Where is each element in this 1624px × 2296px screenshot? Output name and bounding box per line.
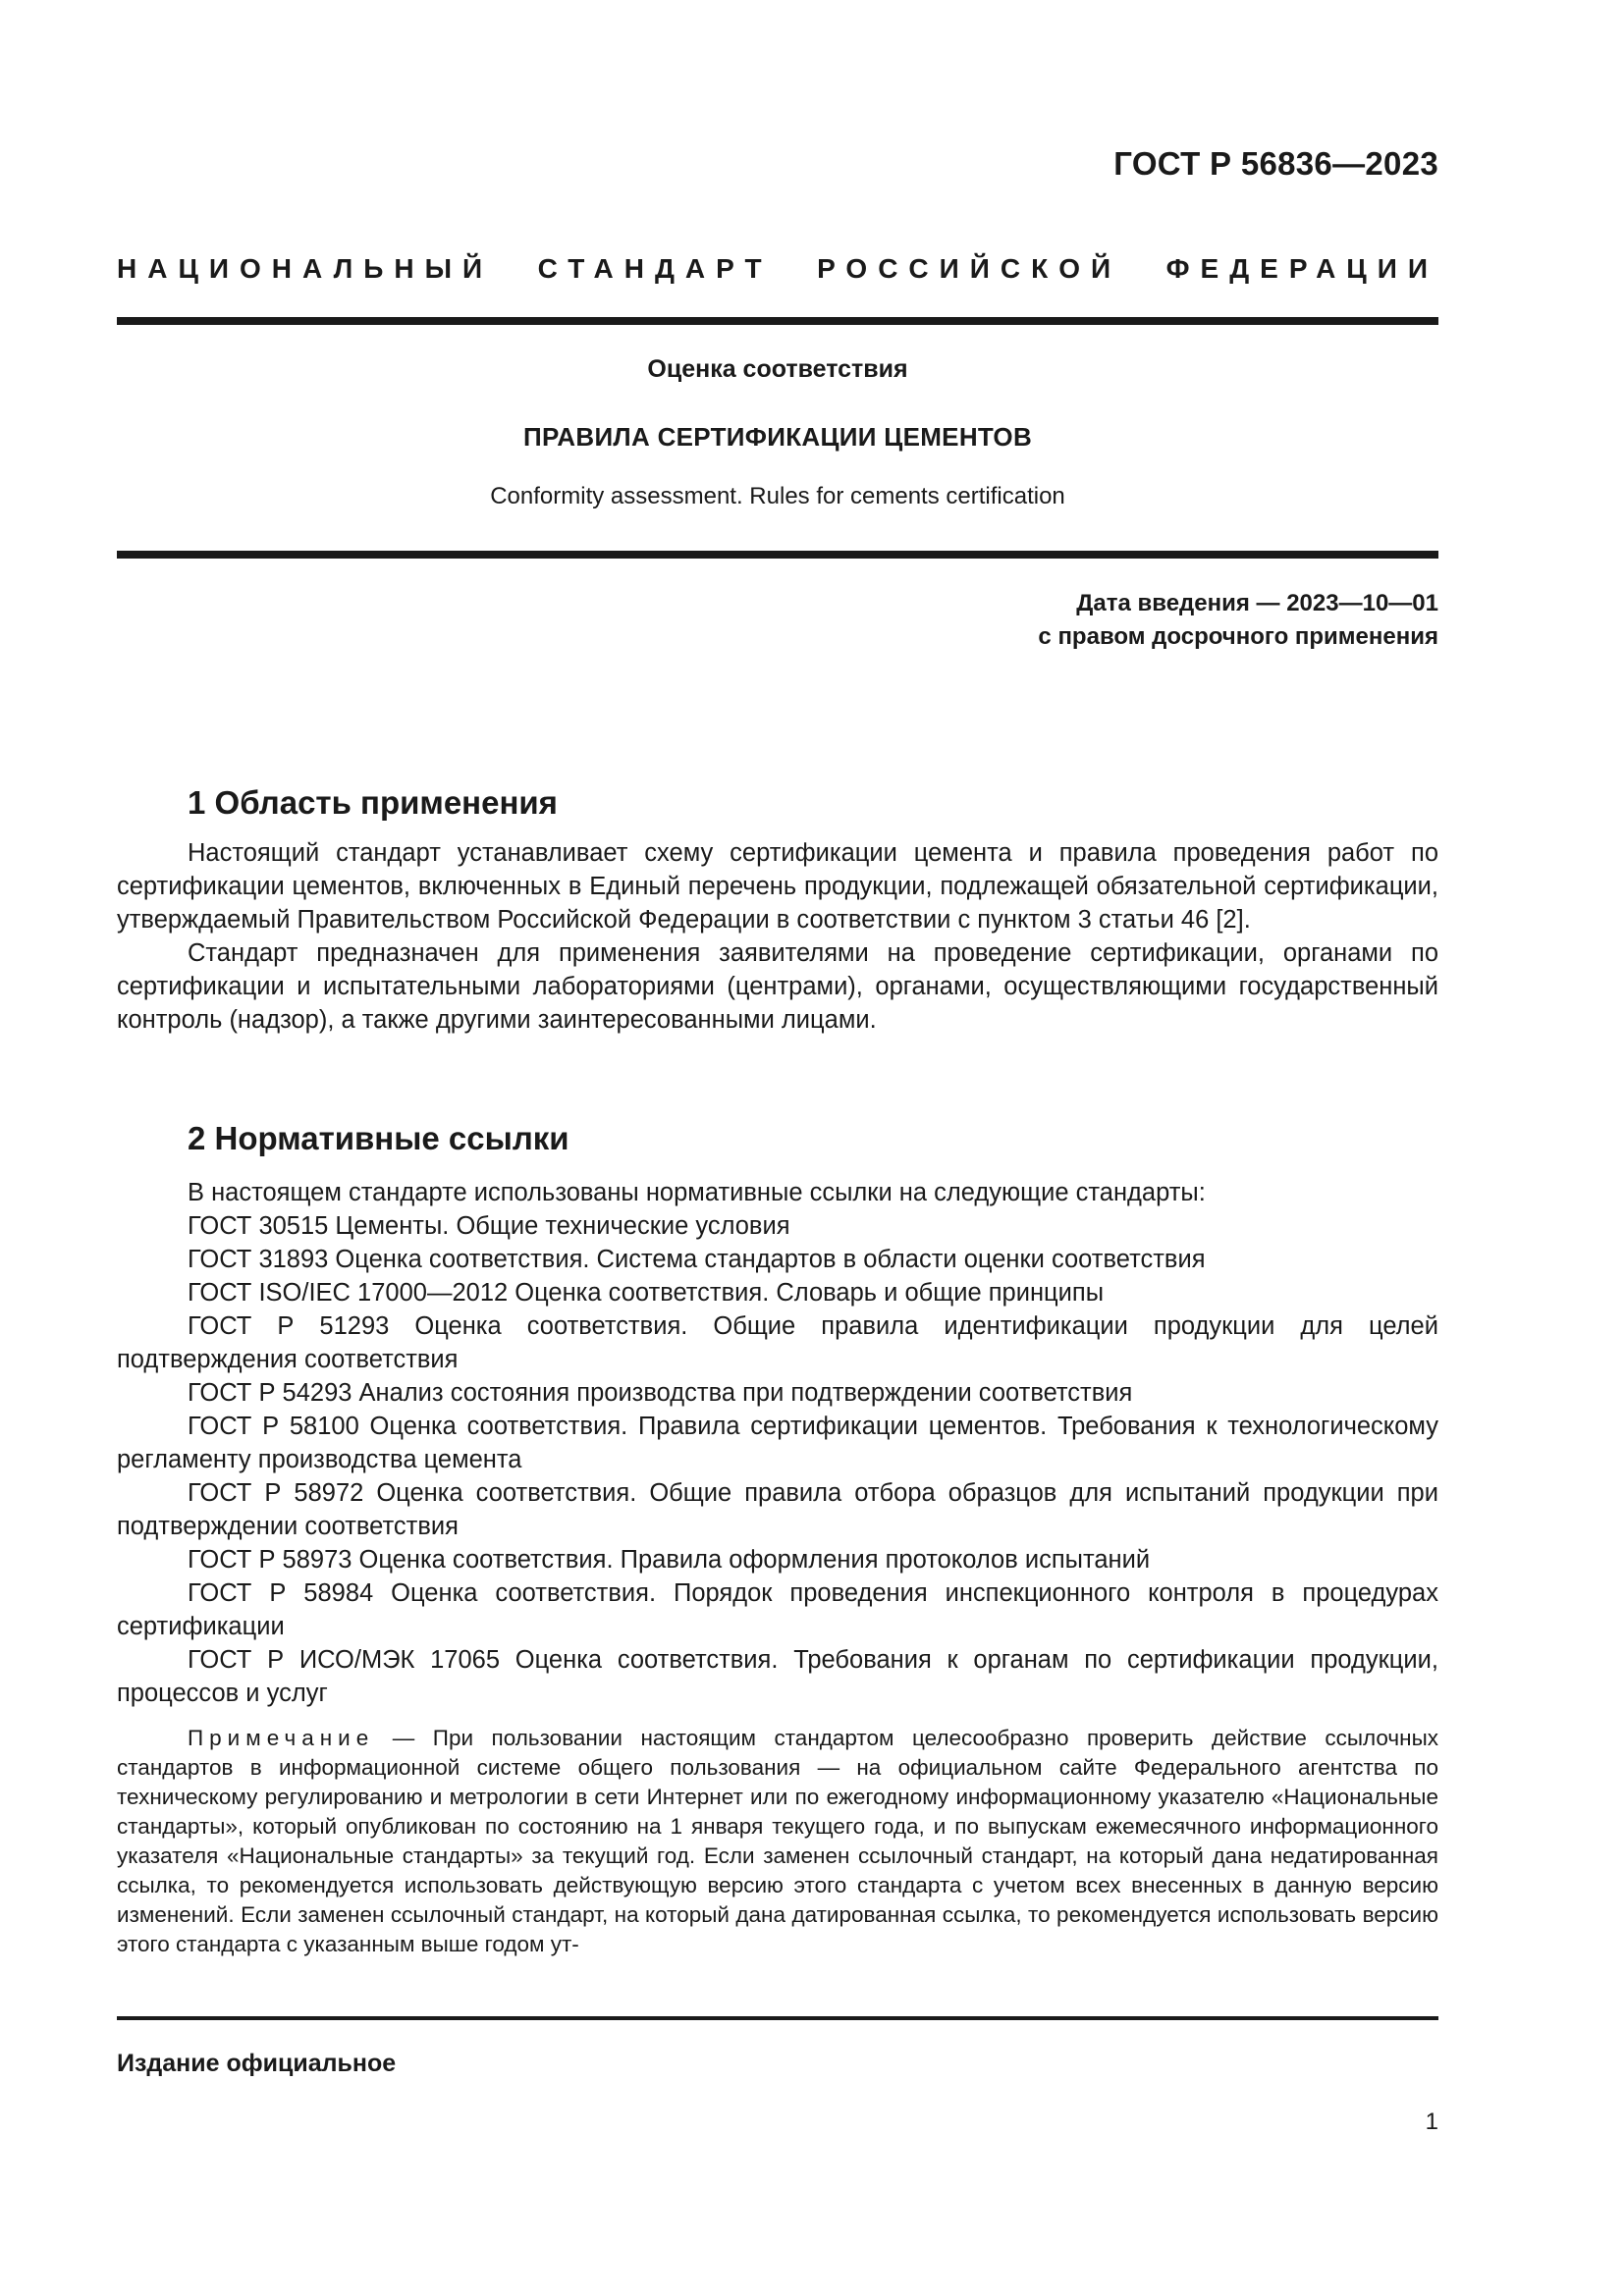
document-title-english: Conformity assessment. Rules for cements certification [490, 483, 1065, 509]
reference-item: ГОСТ ISO/IEC 17000—2012 Оценка соответствия. Словарь и общие принципы [188, 1279, 1105, 1307]
reference-item: ГОСТ Р 58972 Оценка соответствия. Общие правила отбора образцов для испытаний продукции при подтверждении соответствия [117, 1479, 1438, 1540]
reference-item: ГОСТ Р 58100 Оценка соответствия. Правила сертификации цементов. Требования к технологическому регламенту производства цемента [117, 1413, 1438, 1473]
reference-item: ГОСТ Р 54293 Анализ состояния производства при подтверждении соответствия [188, 1379, 1133, 1407]
section-normative-references [117, 1119, 1438, 1959]
reference-item: ГОСТ Р 58973 Оценка соответствия. Правила оформления протоколов испытаний [188, 1546, 1151, 1574]
early-application-note: с правом досрочного применения [1038, 623, 1438, 650]
reference-item: ГОСТ 31893 Оценка соответствия. Система стандартов в области оценки соответствия [188, 1246, 1206, 1273]
references-intro: В настоящем стандарте использованы нормативные ссылки на следующие стандарты: [188, 1179, 1206, 1206]
section-1-paragraph: Настоящий стандарт устанавливает схему сертификации цемента и правила проведения работ по сертификации цементов, включенных в Единый перечень продукции, подлежащей обязательной сертификации, утверждаемый Правительством Российской Федерации в соответствии с пунктом 3 статьи 46 [2]. [117, 839, 1438, 934]
reference-item: ГОСТ Р 58984 Оценка соответствия. Порядок проведения инспекционного контроля в процедурах сертификации [117, 1579, 1438, 1640]
section-2-title: 2 Нормативные ссылки [188, 1120, 569, 1156]
official-edition-label: Издание официальное [117, 2050, 397, 2077]
section-1-title: 1 Область применения [188, 784, 558, 821]
note-label: Примечание [188, 1726, 375, 1750]
standard-header: НАЦИОНАЛЬНЫЙ СТАНДАРТ РОССИЙСКОЙ ФЕДЕРАЦИИ [117, 253, 1438, 284]
section-scope [117, 783, 1438, 1037]
note-text: — При пользовании настоящим стандартом целесообразно проверить действие ссылочных стандартов в информационной системе общего пользования — на официальном сайте Федерального агентства по техническому регулированию и метрологии в сети Интернет или по ежегодному информационному указателю «Национальные стандарты», который опубликован по состоянию на 1 января текущего года, и по выпускам ежемесячного информационного указателя «Национальные стандарты» за текущий год. Если заменен ссылочный стандарт, на который дана недатированная ссылка, то рекомендуется использовать действующую версию этого стандарта с учетом всех внесенных в данную версию изменений. Если заменен ссылочный стандарт, на который дана датированная ссылка, то рекомендуется использовать версию этого стандарта с указанным выше годом ут- [117, 1726, 1438, 1956]
header-rule [117, 317, 1438, 325]
reference-item: ГОСТ 30515 Цементы. Общие технические условия [188, 1212, 790, 1240]
document-code: ГОСТ Р 56836—2023 [1113, 145, 1438, 182]
document-topic: Оценка соответствия [647, 355, 908, 383]
document-title: ПРАВИЛА СЕРТИФИКАЦИИ ЦЕМЕНТОВ [522, 422, 1033, 452]
introduction-date: Дата введения — 2023—10—01 [1076, 590, 1438, 616]
reference-item: ГОСТ Р 51293 Оценка соответствия. Общие правила идентификации продукции для целей подтверждения соответствия [117, 1312, 1438, 1373]
page-number: 1 [1425, 2109, 1438, 2135]
introduction-date-block [1038, 587, 1438, 654]
section-1-paragraph: Стандарт предназначен для применения заявителями на проведение сертификации, органами по сертификации и испытательными лабораториями (центрами), органами, осуществляющими государственный контроль (надзор), а также другими заинтересованными лицами. [117, 939, 1438, 1034]
references-note [117, 1724, 1438, 1959]
title-rule [117, 551, 1438, 559]
reference-item: ГОСТ Р ИСО/МЭК 17065 Оценка соответствия. Требования к органам по сертификации продукции, процессов и услуг [117, 1646, 1438, 1707]
footer-rule [117, 2016, 1438, 2020]
